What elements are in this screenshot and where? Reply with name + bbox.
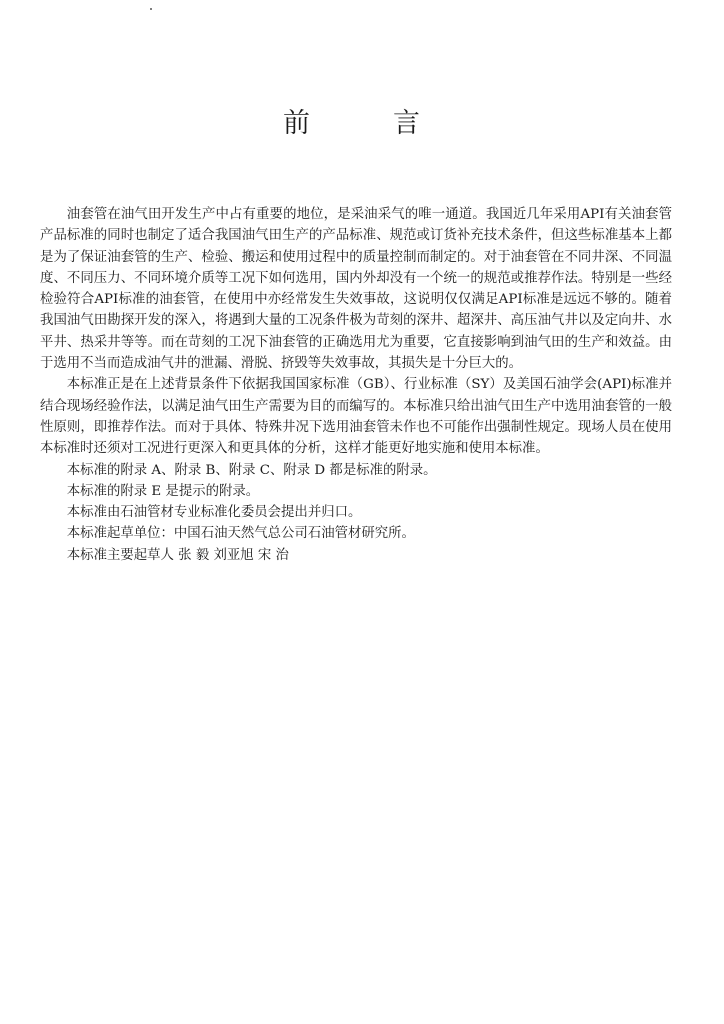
line-proposed-by: 本标准由石油管材专业标准化委员会提出并归口。: [66, 505, 362, 521]
line-normative-appendices: 本标准的附录 A、附录 B、附录 C、附录 D 都是标准的附录。: [66, 462, 437, 478]
line-drafting-unit: 本标准起草单位：中国石油天然气总公司石油管材研究所。: [66, 526, 415, 542]
title-part-2: 言: [393, 108, 420, 139]
paragraph-background: 油套管在油气田开发生产中占有重要的地位，是采油采气的唯一通道。我国近几年采用API有关油套管产品标准的同时也制定了适合我国油气田生产的产品标准、规范或订货补充技术条件，但这些标准基本上都是为了保证油套管的生产、检验、搬运和使用过程中的质量控制而制定的。对于油套管在不同井深、不同温度、不同压力、不同环境介质等工况下如何选用，国内外却没有一个统一的规范或推荐作法。特别是一些经检验符合API标准的油套管，在使用中亦经常发生失效事故，这说明仅仅满足API标准是远远不够的。随着我国油气田勘探开发的深入，将遇到大量的工况条件极为苛刻的深井、超深井、高压油气井以及定向井、水平井、热采井等等。而在苛刻的工况下油套管的正确选用尤为重要，它直接影响到油气田的生产和效益。由于选用不当而造成油气井的泄漏、滑脱、挤毁等失效事故，其损失是十分巨大的。: [40, 207, 672, 372]
scan-speck: [150, 8, 152, 10]
line-informative-appendix: 本标准的附录 E 是提示的附录。: [66, 483, 260, 499]
foreword-body: [40, 204, 672, 566]
paragraph-purpose: 本标准正是在上述背景条件下依据我国国家标准（GB）、行业标准（SY）及美国石油学会(API)标准并结合现场经验作法，以满足油气田生产需要为目的而编写的。本标准只给出油气田生产中选用油套管的一般性原则，即推荐作法。而对于具体、特殊井况下选用油套管未作也不可能作出强制性规定。现场人员在使用本标准时还须对工况进行更深入和更具体的分析，这样才能更好地实施和使用本标准。: [40, 377, 672, 457]
line-main-drafters: 本标准主要起草人 张 毅 刘亚旭 宋 治: [66, 547, 289, 563]
page-title: [0, 104, 724, 144]
title-part-1: 前: [283, 108, 310, 139]
